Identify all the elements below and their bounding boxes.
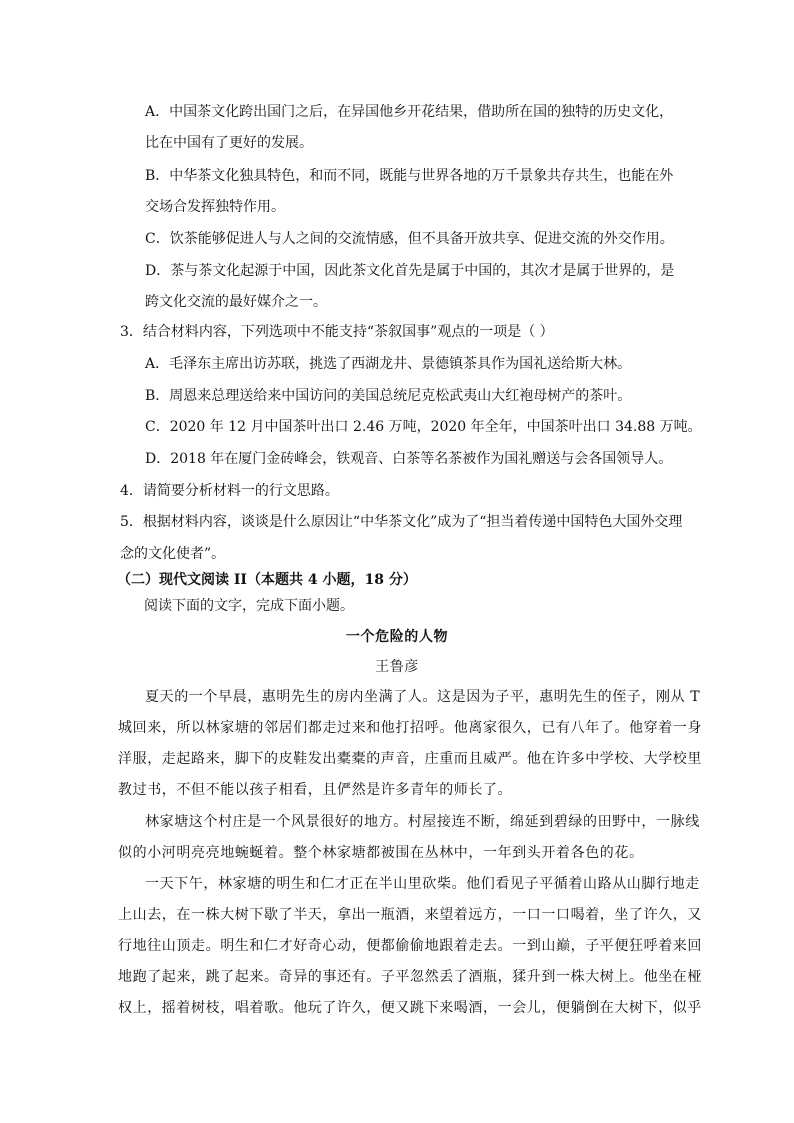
option-2b-line1: B．中华茶文化独具特色，和而不同，既能与世界各地的万千景象共存共生，也能在外	[145, 168, 674, 184]
story-p2-line2: 似的小河明亮亮地蜿蜒着。整个林家塘都被围在丛林中，一年到头开着各色的花。	[118, 845, 644, 861]
story-p1-line2: 城回来，所以林家塘的邻居们都走过来和他打招呼。他离家很久，已有八年了。他穿着一身	[118, 720, 702, 736]
question-4: 4．请简要分析材料一的行文思路。	[120, 483, 339, 499]
story-title: 一个危险的人物	[345, 629, 449, 645]
story-p3-line1: 一天下午，林家塘的明生和仁才正在半山里砍柴。他们看见子平循着山路从山脚行地走	[145, 876, 700, 892]
question-3-stem: 3．结合材料内容，下列选项中不能支持“茶叙国事”观点的一项是（ ）	[120, 324, 554, 340]
story-p3-line5: 权上，摇着树枝，唱着歌。他玩了许久，便又跳下来喝酒，一会儿，便躺倒在大树下，似乎	[118, 1000, 702, 1016]
option-2a-line1: A．中国茶文化跨出国门之后，在异国他乡开花结果，借助所在国的独特的历史文化，	[145, 104, 674, 120]
option-3b: B．周恩来总理送给来中国访问的美国总统尼克松武夷山大红袍母树产的茶叶。	[145, 388, 632, 404]
story-p1-line4: 教过书，不但不能以孩子相看，且俨然是许多青年的师长了。	[118, 782, 513, 798]
story-p3-line3: 行地往山顶走。明生和仁才好奇心动，便都偷偷地跟着走去。一到山巅，子平便狂呼着来回	[118, 938, 702, 954]
option-2d-line1: D．茶与茶文化起源于中国，因此茶文化首先是属于中国的，其次才是属于世界的，是	[145, 263, 675, 279]
section-2-heading: （二）现代文阅读 II（本题共 4 小题，18 分）	[117, 572, 417, 588]
story-p3-line4: 地跑了起来，跳了起来。奇异的事还有。子平忽然丢了酒瓶，猱升到一株大树上。他坐在桠	[118, 969, 702, 985]
option-2c-line1: C．饮茶能够促进人与人之间的交流情感，但不具备开放共享、促进交流的外交作用。	[145, 231, 674, 247]
option-3c: C．2020 年 12 月中国茶叶出口 2.46 万吨，2020 年全年，中国茶叶出口 34.88 万吨。	[145, 419, 702, 435]
question-5-line2: 念的文化使者”。	[120, 546, 226, 562]
option-2b-line2: 交场合发挥独特作用。	[145, 199, 285, 215]
option-2a-line2: 比在中国有了更好的发展。	[145, 135, 313, 151]
story-p3-line2: 上山去，在一株大树下歇了半天，拿出一瓶酒，来望着远方，一口一口喝着，坐了许久，又	[118, 907, 702, 923]
story-p2-line1: 林家塘这个村庄是一个风景很好的地方。村屋接连不断，绵延到碧绿的田野中，一脉线	[145, 814, 700, 830]
option-3a: A．毛泽东主席出访苏联，挑选了西湖龙井、景德镇茶具作为国礼送给斯大林。	[145, 356, 632, 372]
option-2d-line2: 跨文化交流的最好媒介之一。	[145, 294, 327, 310]
story-p1-line1: 夏天的一个早晨，惠明先生的房内坐满了人。这是因为子平，惠明先生的侄子，刚从 T	[145, 689, 701, 705]
story-author: 王鲁彦	[375, 659, 419, 675]
option-3d: D．2018 年在厦门金砖峰会，铁观音、白茶等名茶被作为国礼赠送与会各国领导人。	[145, 451, 673, 467]
section-2-instruction: 阅读下面的文字，完成下面小题。	[144, 598, 354, 614]
question-5-line1: 5．根据材料内容，谈谈是什么原因让“中华茶文化”成为了“担当着传递中国特色大国外交理	[120, 514, 683, 530]
story-p1-line3: 洋服，走起路来，脚下的皮鞋发出橐橐的声音，庄重而且威严。他在许多中学校、大学校里	[118, 751, 702, 767]
